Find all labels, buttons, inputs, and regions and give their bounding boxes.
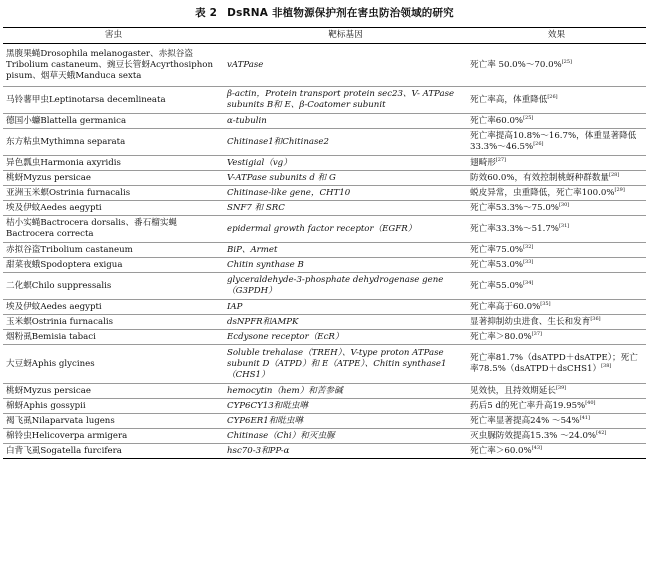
effect-cell [467,114,646,129]
reference-marker: [43] [531,444,542,451]
reference-marker: [31] [558,222,570,229]
pest-cell: 棉铃虫Helicoverpa armigera [3,429,224,444]
effect-cell [467,429,646,444]
pest-cell: 桃蚜Myzus persicae [3,384,224,399]
research-table [3,27,646,459]
table-row [3,114,646,129]
target-gene-cell: hsc70-3和PP-α [224,444,467,459]
target-gene-cell: BiP、Armet [224,243,467,258]
pest-cell: 褐飞虱Nilaparvata lugens [3,414,224,429]
table-row [3,444,646,459]
reference-marker: [42] [596,429,607,436]
table-row [3,399,646,414]
reference-marker: [38] [601,363,612,370]
target-gene-cell: Vestigial（vg） [224,156,467,171]
pest-cell: 桃蚜Myzus persicae [3,171,224,186]
table-title: DsRNA 非植物源保护剂在害虫防治领域的研究 [227,7,454,19]
effect-text: 死亡率60.0% [470,115,524,126]
target-gene-cell: Soluble trehalase（TREH）、V-type proton ATPase subunit D（ATPD）和 E（ATPE）、Chitin synthase1（CHS1） [224,345,467,384]
table-caption [0,5,649,20]
effect-text: 死亡率显著提高24% ～54% [470,415,580,426]
effect-text: 死亡率高于60.0% [470,301,541,312]
effect-cell [467,258,646,273]
effect-cell [467,129,646,156]
reference-marker: [27] [495,156,507,163]
effect-text: 死亡率53.3%～75.0% [470,202,559,213]
table-row [3,300,646,315]
effect-text: 死亡率75.0% [470,244,524,255]
pest-cell: 东方粘虫Mythimna separata [3,129,224,156]
target-gene-cell: Chitinase1和Chitinase2 [224,129,467,156]
reference-marker: [25] [561,58,572,65]
target-gene-cell: hemocytin（hem）和苦参碱 [224,384,467,399]
table-row [3,243,646,258]
effect-cell [467,444,646,459]
table-row [3,186,646,201]
target-gene-cell: SNF7 和 SRC [224,201,467,216]
effect-cell [467,414,646,429]
pest-cell: 甜菜夜蛾Spodoptera exigua [3,258,224,273]
effect-cell [467,243,646,258]
effect-cell [467,399,646,414]
target-gene-cell: β-actin，Protein transport protein sec23、V- ATPase subunits B和 E、β-Coatomer subunit [224,87,467,114]
reference-marker: [37] [531,330,542,337]
table-row [3,429,646,444]
header-effect: 效果 [547,30,566,40]
pest-cell: 亚洲玉米螟Ostrinia furnacalis [3,186,224,201]
pest-cell: 马铃薯甲虫Leptinotarsa decemlineata [3,87,224,114]
table-row [3,345,646,384]
table-row [3,315,646,330]
reference-marker: [40] [585,399,596,406]
pest-cell: 德国小蠊Blattella germanica [3,114,224,129]
header-pest: 害虫 [104,30,123,40]
table-number: 表 2 [195,7,218,19]
target-gene-cell: V-ATPase subunits d 和 G [224,171,467,186]
effect-text: 死亡率＞60.0% [470,445,532,456]
target-gene-cell: CYP6CY13和吡虫啉 [224,399,467,414]
effect-cell [467,315,646,330]
effect-text: 显著抑制幼虫进食、生长和发育 [470,316,591,327]
effect-text: 药后5 d的死亡率升高19.95% [470,400,586,411]
reference-marker: [26] [547,93,558,100]
reference-marker: [36] [590,315,601,322]
reference-marker: [39] [555,384,567,391]
reference-marker: [26] [533,141,544,148]
effect-cell [467,44,646,87]
pest-cell: 赤拟谷盗Tribolium castaneum [3,243,224,258]
reference-marker: [41] [579,414,590,421]
effect-cell [467,216,646,243]
pest-cell: 玉米螟Ostrinia furnacalis [3,315,224,330]
reference-marker: [32] [523,243,534,250]
pest-cell: 桔小实蝇Bactrocera dorsalis、番石榴实蝇Bactrocera correcta [3,216,224,243]
table-row [3,44,646,87]
effect-text: 死亡率高，体重降低 [470,94,548,105]
table-body [3,44,646,459]
effect-cell [467,384,646,399]
target-gene-cell: vATPase [224,44,467,87]
target-gene-cell: CYP6ER1和吡虫啉 [224,414,467,429]
effect-cell [467,300,646,315]
effect-cell [467,273,646,300]
reference-marker: [33] [523,258,534,265]
target-gene-cell: Chitin synthase B [224,258,467,273]
table-row [3,87,646,114]
target-gene-cell: glyceraldehyde-3-phosphate dehydrogenase gene（G3PDH） [224,273,467,300]
effect-cell [467,87,646,114]
pest-cell: 白背飞虱Sogatella furcifera [3,444,224,459]
table-row [3,156,646,171]
reference-marker: [28] [609,171,620,178]
effect-cell [467,330,646,345]
effect-cell [467,171,646,186]
effect-cell [467,156,646,171]
table-row [3,171,646,186]
effect-text: 蜕皮异常，虫重降低，死亡率100.0% [470,187,615,198]
pest-cell: 烟粉虱Bemisia tabaci [3,330,224,345]
reference-marker: [25] [523,114,534,121]
header-target-gene: 靶标基因 [328,30,363,40]
effect-text: 防效60.0%，有效控制桃蚜种群数量 [470,172,610,183]
table-row [3,414,646,429]
target-gene-cell: epidermal growth factor receptor（EGFR） [224,216,467,243]
target-gene-cell: Chitinase-like gene，CHT10 [224,186,467,201]
effect-text: 翅畸形 [470,157,496,168]
effect-text: 死亡率 50.0%～70.0% [470,59,562,70]
table-row [3,330,646,345]
pest-cell: 大豆蚜Aphis glycines [3,345,224,384]
pest-cell: 棉蚜Aphis gossypii [3,399,224,414]
target-gene-cell: α-tubulin [224,114,467,129]
effect-cell [467,201,646,216]
effect-text: 死亡率53.0% [470,259,524,270]
reference-marker: [29] [614,186,625,193]
pest-cell: 埃及伊蚊Aedes aegypti [3,300,224,315]
table-row [3,216,646,243]
effect-text: 死亡率＞80.0% [470,331,532,342]
reference-marker: [35] [540,300,551,307]
target-gene-cell: Chitinase（Chi）和灭虫脲 [224,429,467,444]
table-header [3,28,646,44]
pest-cell: 异色瓢虫Harmonia axyridis [3,156,224,171]
effect-text: 死亡率81.7%（dsATPD＋dsATPE）；死亡率78.5%（dsATPD＋dsCHS1） [470,353,638,374]
reference-marker: [34] [523,279,534,286]
reference-marker: [30] [558,201,570,208]
target-gene-cell: dsNPFR和AMPK [224,315,467,330]
effect-text: 见效快，且持效期延长 [470,385,556,396]
effect-cell [467,186,646,201]
target-gene-cell: IAP [224,300,467,315]
effect-cell [467,345,646,384]
target-gene-cell: Ecdysone receptor（EcR） [224,330,467,345]
effect-text: 死亡率33.3%～51.7% [470,223,559,234]
pest-cell: 二化螟Chilo suppressalis [3,273,224,300]
pest-cell: 黑腹果蝇Drosophila melanogaster、赤拟谷盗Tribolium castaneum、豌豆长管蚜Acyrthosiphon pisum、烟草天蛾Manduca sexta [3,44,224,87]
table-row [3,384,646,399]
pest-cell: 埃及伊蚊Aedes aegypti [3,201,224,216]
table-row [3,273,646,300]
table-row [3,201,646,216]
effect-text: 死亡率55.0% [470,280,524,291]
effect-text: 死亡率提高10.8%～16.7%，体重显著降低33.3%～46.5% [470,131,637,152]
table-row [3,129,646,156]
table-row [3,258,646,273]
effect-text: 灭虫脲防效提高15.3% ～24.0% [470,430,597,441]
